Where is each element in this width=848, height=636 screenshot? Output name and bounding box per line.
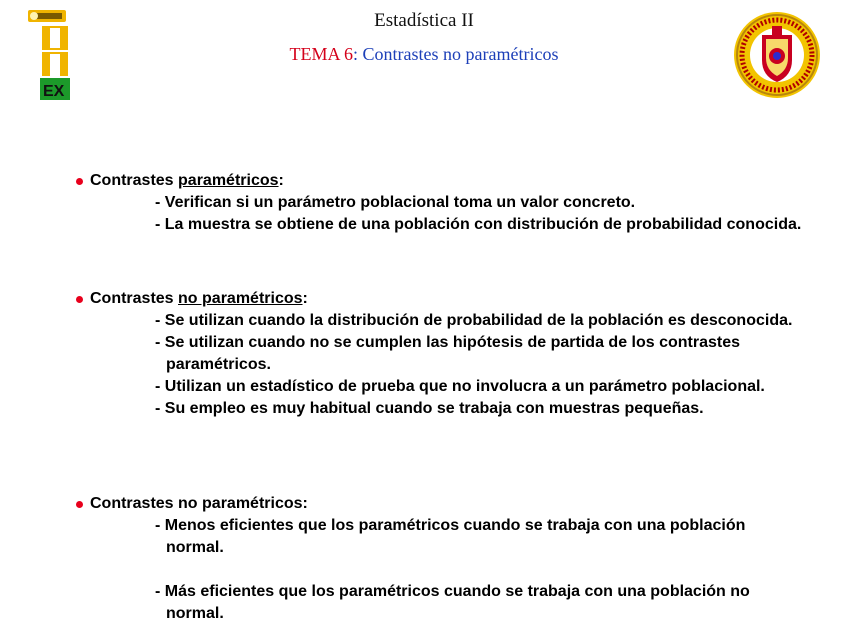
slide-subtitle	[0, 44, 848, 65]
heading-text: Contrastes	[90, 290, 179, 307]
list-item: - Más eficientes que los paramétricos cuando se trabaja con una población no normal.	[155, 583, 750, 622]
heading-suffix: :	[302, 290, 308, 307]
bullet-icon	[76, 178, 83, 185]
list-item: - Su empleo es muy habitual cuando se trabaja con muestras pequeñas.	[155, 400, 704, 417]
bullet-icon	[76, 501, 83, 508]
list-item: - Utilizan un estadístico de prueba que no involucra a un parámetro poblacional.	[155, 378, 765, 395]
subtitle-topic-name: Contrastes no paramétricos	[362, 44, 559, 64]
heading-text: Contrastes no paramétricos:	[90, 495, 308, 512]
section-parametric	[76, 170, 835, 236]
svg-text:EX: EX	[43, 83, 65, 100]
section-nonparametric	[76, 288, 845, 420]
list-item: - La muestra se obtiene de una población con distribución de probabilidad conocida.	[155, 216, 802, 233]
list-item: - Se utilizan cuando la distribución de probabilidad de la población es desconocida.	[155, 312, 793, 329]
slide-title: Estadística II	[374, 10, 474, 31]
heading-suffix: :	[278, 172, 284, 189]
list-item: - Menos eficientes que los paramétricos cuando se trabaja con una población normal.	[155, 517, 746, 556]
section-heading	[76, 170, 835, 192]
subtitle-separator: :	[353, 44, 363, 64]
section-heading	[76, 493, 775, 515]
faculty-seal-icon	[732, 10, 822, 100]
subtitle-topic-number: TEMA 6	[289, 44, 354, 64]
uex-logo-icon	[26, 6, 86, 102]
list-item: - Verifican si un parámetro poblacional toma un valor concreto.	[155, 194, 636, 211]
heading-underlined-text: no paramétricos	[178, 290, 303, 307]
heading-underlined-text: paramétricos	[178, 172, 279, 189]
section-heading	[76, 288, 845, 310]
section-nonparametric-efficiency	[76, 493, 775, 625]
heading-text: Contrastes	[90, 172, 179, 189]
bullet-icon	[76, 296, 83, 303]
list-item: - Se utilizan cuando no se cumplen las hipótesis de partida de los contrastes paramétricos.	[155, 334, 741, 373]
